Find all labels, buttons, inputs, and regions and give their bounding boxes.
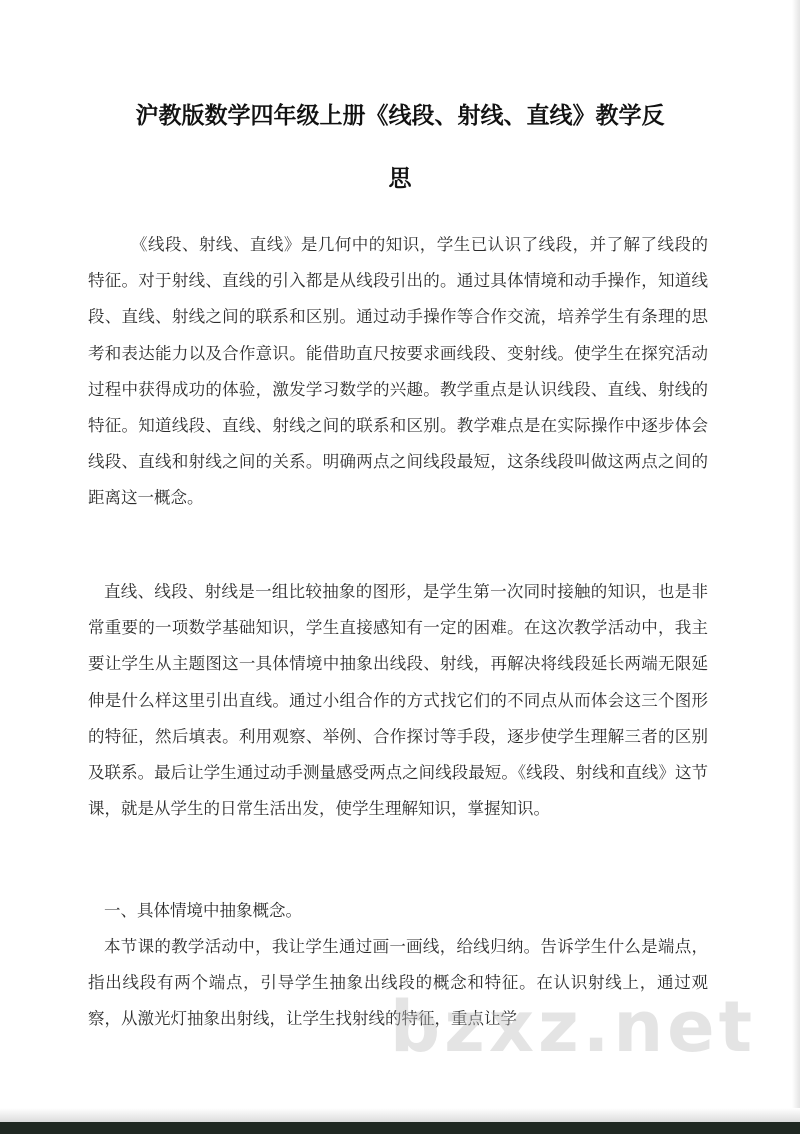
watermark-text: bzxz.net bbox=[390, 986, 757, 1068]
document-title-line-2: 思 bbox=[388, 166, 412, 192]
paragraph-1: 《线段、射线、直线》是几何中的知识，学生已认识了线段，并了解了线段的特征。对于射线、直线的引入都是从线段引出的。通过具体情境和动手操作，知道线段、直线、射线之间的联系和区别。通过动手操作等合作交流，培养学生有条理的思考和表达能力以及合作意识。能借助直尺按要求画线段、变射线。使学生在探究活动过程中获得成功的体验，激发学习数学的兴趣。教学重点是认识线段、直线、射线的特征。知道线段、直线、射线之间的联系和区别。教学难点是在实际操作中逐步体会线段、直线和射线之间的关系。明确两点之间线段最短，这条线段叫做这两点之间的距离这一概念。 bbox=[88, 235, 708, 508]
section-heading-1: 一、具体情境中抽象概念。 bbox=[104, 901, 302, 920]
document-title-line-1: 沪教版数学四年级上册《线段、射线、直线》教学反 bbox=[135, 103, 665, 129]
paragraph-3: 本节课的教学活动中，我让学生通过画一画线，给线归纳。告诉学生什么是端点，指出线段有两个端点，引导学生抽象出线段的概念和特征。在认识射线上，通过观察，从激光灯抽象出射线，让学生找射线的特征，重点让学 bbox=[88, 937, 708, 1029]
page-edge-shadow bbox=[792, 0, 800, 1122]
viewer-bottom-bar bbox=[0, 1122, 800, 1134]
paragraph-2: 直线、线段、射线是一组比较抽象的图形，是学生第一次同时接触的知识，也是非常重要的一项数学基础知识，学生直接感知有一定的困难。在这次教学活动中，我主要让学生从主题图这一具体情境中抽象出线段、射线，再解决将线段延长两端无限延伸是什么样这里引出直线。通过小组合作的方式找它们的不同点从而体会这三个图形的特征，然后填表。利用观察、举例、合作探讨等手段，逐步使学生理解三者的区别及联系。最后让学生通过动手测量感受两点之间线段最短。《线段、射线和直线》这节课，就是从学生的日常生活出发，使学生理解知识，掌握知识。 bbox=[88, 582, 708, 819]
page-bottom-shadow bbox=[0, 1108, 800, 1122]
